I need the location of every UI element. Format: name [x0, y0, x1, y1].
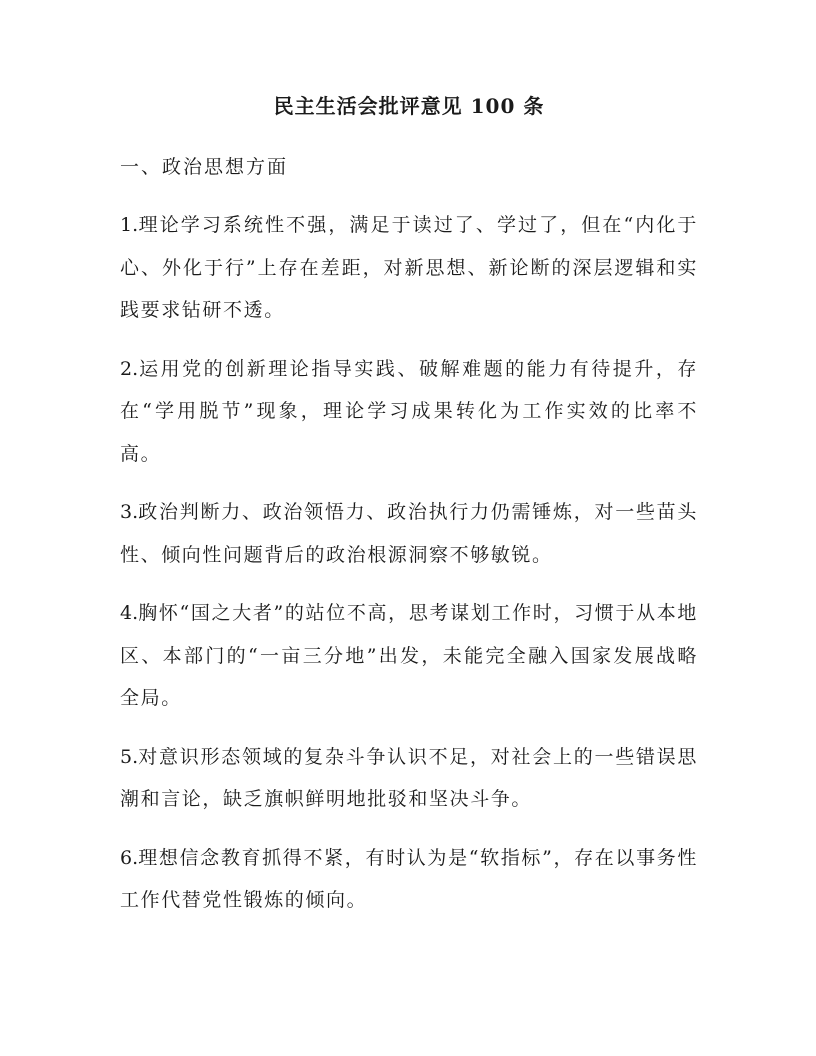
item-text: 理想信念教育抓得不紧，有时认为是“软指标”，存在以事务性工作代替党性锻炼的倾向。 — [120, 846, 698, 911]
list-item — [120, 348, 698, 476]
document-page — [120, 88, 698, 922]
list-item — [120, 736, 698, 821]
item-number: 3. — [120, 501, 139, 523]
item-text: 对意识形态领域的复杂斗争认识不足，对社会上的一些错误思潮和言论，缺乏旗帜鲜明地批驳和坚决斗争。 — [120, 745, 698, 810]
item-text: 政治判断力、政治领悟力、政治执行力仍需锤炼，对一些苗头性、倾向性问题背后的政治根源洞察不够敏锐。 — [120, 501, 698, 566]
section-heading: 一、政治思想方面 — [120, 156, 289, 178]
list-item — [120, 592, 698, 720]
item-number: 2. — [120, 357, 139, 380]
item-text: 运用党的创新理论指导实践、破解难题的能力有待提升，存在“学用脱节”现象，理论学习成果转化为工作实效的比率不高。 — [120, 357, 698, 465]
item-number: 1. — [120, 214, 139, 236]
list-item — [120, 837, 698, 922]
item-number: 5. — [120, 745, 139, 768]
item-number: 4. — [120, 602, 139, 624]
item-text: 理论学习系统性不强，满足于读过了、学过了，但在“内化于心、外化于行”上存在差距，对新思想、新论断的深层逻辑和实践要求钻研不透。 — [120, 214, 698, 321]
item-text: 胸怀“国之大者”的站位不高，思考谋划工作时，习惯于从本地区、本部门的“一亩三分地”出发，未能完全融入国家发展战略全局。 — [120, 602, 698, 709]
item-number: 6. — [120, 846, 139, 869]
document-title: 民主生活会批评意见 100 条 — [273, 94, 545, 118]
list-item — [120, 204, 698, 332]
list-item — [120, 491, 698, 576]
